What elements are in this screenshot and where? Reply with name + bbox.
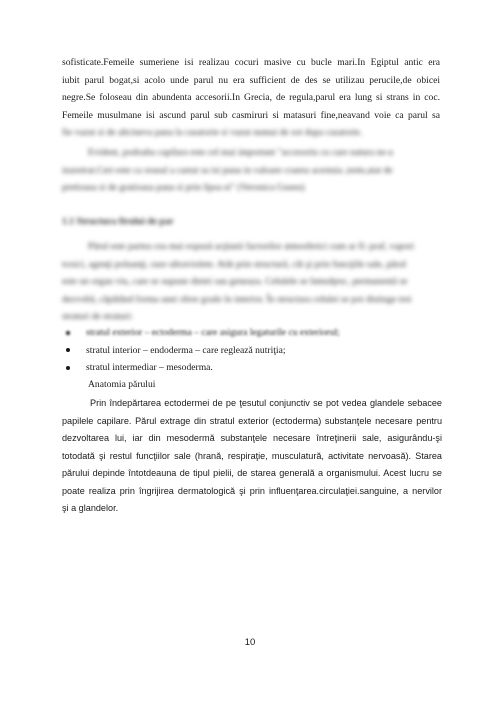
text-line: iubit parul bogat,si acolo unde parul nu era sufficient de des se utilizau perucile,de obicei [62,74,440,86]
text-line: negre.Se foloseau din abundenta accesorii.In Grecia, de regula,parul era lung si strans in coc. [62,92,440,103]
text-line: este un organ viu, care se supune dietei sau geneaza. Celulele se înmulţesc, permanentă se [62,276,408,287]
list-item-text: stratul interior – endoderma – care reglează nutriţia; [86,344,286,356]
text-line: pretioasa si de gratioasa pana si prin lipsa ei" (Veronica Guseu) [62,182,305,193]
text-line: Părul este partea cea mai expusă acţiunii factorilor atmosferici cum ar fi: praf, vapori [88,241,415,252]
list-item [66,359,446,377]
text-line: sofisticate.Femeile sumeriene isi realizau cocuri masive cu bucle mari.In Egiptul antic era [62,57,440,68]
text-line: Femeile musulmane isi ascund parul sub casmiruri si matasuri fine,neavand voie ca parul sa [62,109,440,121]
text-line: toxici, agenţi poluanţi, raze ultraviolete. Atât prin structură, cât şi prin funcţiile sale, părul [62,258,407,270]
list-item [66,324,446,342]
text-line: Evident, podoaba capilara este cel mai important "accesoriu cu care natura ne-a [88,147,393,158]
text-line: inzestrat.Cert este ca orasul a castat sa isi puna in valoare coarea acestuia ,teste,atat de [62,164,393,176]
text-line: poate realiza prin îngrijirea dermatologică şi prin influenţarea.circulaţiei.sanguine, a nervilor [62,485,442,496]
text-line: Prin îndepărtarea ectodermei de pe ţesutul conjunctiv se pot vedea glandele sebacee [90,398,442,408]
bullet-icon [66,348,70,352]
text-line-blurred: fie vazut si de altcineva pana la casatorie si vazut numai de sot dupa casatorie. [62,127,363,138]
text-line: dezvoltă, căpătând forma unei sfere goale în interior. În structura celulei se pot distinge trei [62,293,412,305]
paragraph-anatomy [62,394,442,517]
bullet-icon [66,331,70,335]
subheading-anatomy: Anatomia părului [88,379,156,390]
list-item-text: stratul exterior – ectoderma – care asigura legaturile cu exteriorul; [86,327,340,338]
bullet-icon [66,366,70,370]
section-heading: 1.1 Structura firului de par [62,216,174,227]
text-line: dezvoltarea lui, iar din mesodermă substanţele necesare întreţinerii sale, asigurându-şi [62,433,442,443]
paragraph-history [62,54,440,142]
text-line: şi a glandelor. [62,503,119,513]
page-number: 10 [244,637,256,648]
text-line: straturi de straturi: [62,311,133,322]
text-line: papilele capilare. Părul extrage din stratul exterior (ectoderma) substanţele necesare pentru [62,415,442,426]
bullet-list [66,324,446,377]
paragraph-structure-blurred [62,238,440,326]
list-item [66,342,446,360]
paragraph-quote-blurred [62,144,440,197]
text-line: părului depinde întotdeauna de tipul pielii, de starea generală a organismului. Acest lucru se [62,468,442,478]
text-line: totodată şi restul funcţiilor sale (hrană, respiraţie, musculatură, activitate nervoasă). Starea [62,450,442,461]
list-item-text: stratul intermediar – mesoderma. [86,362,213,373]
